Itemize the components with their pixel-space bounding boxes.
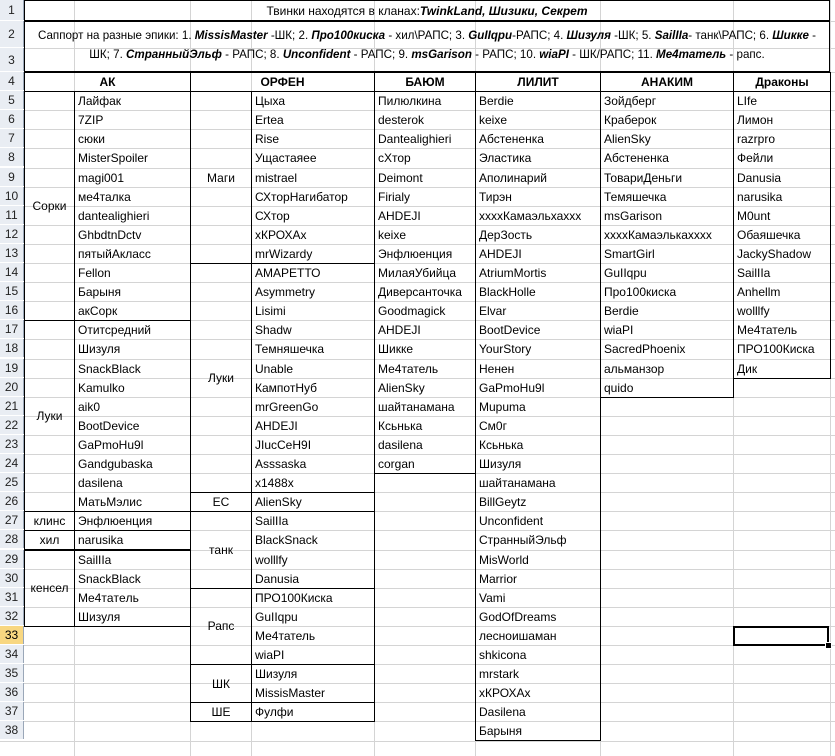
row-header-35[interactable]: 35 [0,664,24,682]
row-header-12[interactable]: 12 [0,225,24,243]
orfen-name[interactable]: АМАРЕТТО [255,266,321,281]
lilit-name[interactable]: BillGeytz [479,495,527,510]
lilit-name[interactable]: keixe [479,113,508,128]
lilit-name[interactable]: СтранныйЭльф [479,533,567,548]
anakim-name[interactable]: ххххКамаэлькаxxxx [604,227,712,242]
orfen-name[interactable]: mistrael [255,170,298,185]
row-header-14[interactable]: 14 [0,263,24,281]
row-header-36[interactable]: 36 [0,683,24,701]
ak-name[interactable]: сюки [78,132,105,147]
orfen-name[interactable]: wolllfy [255,552,288,567]
lilit-name[interactable]: Абстененка [479,132,544,147]
baum-name[interactable]: Диверсанточка [378,285,462,300]
support-name: MissisMaster [194,29,268,42]
lilit-name[interactable]: GaPmoHu9l [479,380,545,395]
orfen-group-2[interactable]: Луки [190,263,252,493]
orfen-name[interactable]: СХторНагибатор [255,189,348,204]
row-header-16[interactable]: 16 [0,301,24,319]
lilit-name[interactable]: Dasilena [479,705,526,720]
ak-group-2[interactable]: Луки [24,320,75,512]
ak-name[interactable]: Fellon [78,266,111,281]
row-header-28[interactable]: 28 [0,530,24,548]
support-text: - РАПС; 9. [350,48,412,61]
orfen-group-4[interactable]: танк [190,511,252,588]
row-header-32[interactable]: 32 [0,607,24,625]
drakony-name[interactable]: narusika [737,189,783,204]
ak-group-1[interactable]: Сорки [24,91,75,321]
orfen-name[interactable]: Ущастаяее [255,151,317,166]
anakim-name[interactable]: ТовариДеньги [604,170,683,185]
ak-name[interactable]: dasilena [78,476,123,491]
fill-handle[interactable] [825,642,832,649]
ak-name[interactable]: Kamulko [78,380,125,395]
support-name: msGarison [411,48,472,61]
drakony-name[interactable]: Дик [737,361,758,376]
support-name: Unconfident [282,48,351,61]
orfen-name[interactable]: Shadw [255,323,292,338]
support-name: Шизуля [566,29,611,42]
orfen-name[interactable]: Ме4татель [255,628,316,643]
row-header-1[interactable]: 1 [0,0,24,20]
ak-name[interactable]: Шизуля [78,342,121,357]
anakim-name[interactable]: Про100киска [604,285,677,300]
row-header-18[interactable]: 18 [0,339,24,357]
ak-group-3[interactable]: клинс [24,511,75,531]
baum-name[interactable]: dasilena [378,437,423,452]
drakony-name[interactable]: Ме4татель [737,323,798,338]
drakony-name[interactable]: razrpro [737,132,776,147]
row-header-34[interactable]: 34 [0,645,24,663]
row-header-22[interactable]: 22 [0,416,24,434]
anakim-name[interactable]: Абстененка [604,151,669,166]
header-baum[interactable]: БАЮМ [374,72,476,92]
orfen-group-6[interactable]: ШК [190,664,252,703]
header-ak[interactable]: АК [24,72,191,92]
drakony-name[interactable]: Обаяшечка [737,227,801,242]
anakim-name[interactable]: Berdie [604,304,639,319]
header-anakim[interactable]: АНАКИМ [600,72,734,92]
baum-name[interactable]: AlienSky [378,380,425,395]
anakim-name[interactable]: Темяшечка [604,189,667,204]
row-header-27[interactable]: 27 [0,511,24,529]
orfen-name[interactable]: Ertea [255,113,284,128]
header-lilit[interactable]: ЛИЛИТ [475,72,601,92]
row-header-37[interactable]: 37 [0,702,24,720]
ak-name[interactable]: Me4тaтeль [78,590,139,605]
ak-name[interactable]: magi001 [78,170,125,185]
gridline-horizontal [0,683,835,684]
orfen-name[interactable]: Фулфи [255,705,294,720]
baum-name[interactable]: Пилюлкина [378,94,442,109]
gridline-horizontal [0,645,835,646]
support-text: - РАПС; 10. [471,48,540,61]
ak-name[interactable]: BootDevice [78,418,140,433]
orfen-name[interactable]: GuIIqpu [255,609,298,624]
row-header-30[interactable]: 30 [0,569,24,587]
row-header-21[interactable]: 21 [0,397,24,415]
row-header-8[interactable]: 8 [0,148,24,166]
ak-name[interactable]: MisterSpoiler [78,151,149,166]
support-text: -РАПС; 4. [512,29,567,42]
drakony-name[interactable]: Anhellm [737,285,781,300]
ak-name[interactable]: dantealighieri [78,208,150,223]
gridline-horizontal [0,21,835,22]
orfen-name[interactable]: ПРО100Киска [255,590,333,605]
ak-name[interactable]: SnackBlack [78,571,141,586]
baum-name[interactable]: corgan [378,457,415,472]
baum-name[interactable]: Ме4татель [378,361,439,376]
gridline-horizontal [0,741,835,742]
lilit-name[interactable]: шайтанамана [479,476,556,491]
ak-name[interactable]: 7ZIP [78,113,104,128]
orfen-group-3[interactable]: ЕС [190,492,252,512]
baum-name[interactable]: Dantealighieri [378,132,452,147]
row-header-7[interactable]: 7 [0,129,24,147]
support-name: SailIIa [654,29,689,42]
lilit-name[interactable]: Аполинарий [479,170,547,185]
baum-name[interactable]: МилаяУбийца [378,266,457,281]
row-header-6[interactable]: 6 [0,110,24,128]
baum-name[interactable]: шайтанамана [378,399,455,414]
title-clans: TwinkLand, Шизики, Секрет [419,3,588,18]
lilit-name[interactable]: AHDEJI [479,246,522,261]
orfen-name[interactable]: Lisimi [255,304,286,319]
title-cell[interactable] [24,0,830,21]
support-text: - хил\РАПС; 3. [385,29,469,42]
ak-name[interactable]: МатьМэлис [78,495,142,510]
ak-name[interactable]: SnackBlack [78,361,141,376]
orfen-name[interactable]: СХтор [255,208,290,223]
support-text: - рапс. [726,48,765,61]
support-name: wiaPI [539,48,569,61]
title-prefix: Твинки находятся в кланах: [266,3,420,18]
lilit-name[interactable]: Барыня [479,724,522,739]
drakony-name[interactable]: LIfe [737,94,758,109]
anakim-name[interactable]: AlienSky [604,132,651,147]
orfen-name[interactable]: Темняшечка [255,342,325,357]
orfen-name[interactable]: mrWizardy [255,246,313,261]
row-header-11[interactable]: 11 [0,206,24,224]
anakim-name[interactable]: SmartGirl [604,246,655,261]
baum-name[interactable]: Шикке [378,342,414,357]
orfen-name[interactable]: Asymmetry [255,285,315,300]
orfen-name[interactable]: хКРОХАх [255,227,307,242]
drakony-name[interactable]: ПРО100Киска [737,342,815,357]
support-text: - ШК/РАПС; 11. [568,48,657,61]
baum-name[interactable]: keixe [378,227,407,242]
row-header-2[interactable]: 2 [0,21,24,47]
drakony-name[interactable]: JackyShadow [737,246,812,261]
baum-name[interactable]: Ксьнька [378,418,423,433]
lilit-name[interactable]: лесноишаман [479,628,557,643]
ak-name[interactable]: Отитсредний [78,323,152,338]
ak-name[interactable]: GaPmoHu9l [78,437,144,452]
orfen-name[interactable]: КампотНуб [255,380,317,395]
row-header-9[interactable]: 9 [0,168,24,186]
anakim-name[interactable]: Зойдберг [604,94,657,109]
lilit-name[interactable]: хКРОХАх [479,686,531,701]
header-orfen[interactable]: ОРФЕН [190,72,375,92]
orfen-name[interactable]: x1488x [255,476,294,491]
support-name: СтранныйЭльф [126,48,222,61]
row-header-15[interactable]: 15 [0,282,24,300]
support-text: - ШК; 7. [89,29,817,61]
baum-name[interactable]: desterok [378,113,425,128]
baum-name[interactable]: AHDEJI [378,323,421,338]
ak-name[interactable]: Барыня [78,285,121,300]
lilit-name[interactable]: Ксьнька [479,437,524,452]
lilit-name[interactable]: AtriumMortis [479,266,547,281]
anakim-name[interactable]: SacredPhoenix [604,342,686,357]
selected-cell[interactable] [733,626,829,646]
ak-name[interactable]: пятыйАкласс [78,246,151,261]
drakony-name[interactable]: Danusia [737,170,782,185]
row-header-19[interactable]: 19 [0,359,24,377]
baum-name[interactable]: AHDEJI [378,208,421,223]
lilit-name[interactable]: Тирэн [479,189,512,204]
support-name: Me4mameль [656,48,727,61]
support-text: Саппорт на разные эпики: 1. [37,29,195,42]
row-header-3[interactable]: 3 [0,48,24,71]
orfen-name[interactable]: SailIIa [255,514,289,529]
ak-name[interactable]: Лайфак [78,94,122,109]
lilit-name[interactable]: Шизуля [479,457,522,472]
orfen-name[interactable]: Danusia [255,571,300,586]
row-header-13[interactable]: 13 [0,244,24,262]
lilit-name[interactable]: BlackHolle [479,285,536,300]
anakim-name[interactable]: Краберок [604,113,657,128]
ak-group-4[interactable]: хил [24,530,75,550]
row-header-4[interactable]: 4 [0,72,24,90]
drakony-name[interactable]: SailIIa [737,266,771,281]
anakim-name[interactable]: msGarison [604,208,663,223]
orfen-name[interactable]: Шизуля [255,667,298,682]
drakony-name[interactable]: wolllfy [737,304,770,319]
anakim-name[interactable]: GuIIqpu [604,266,647,281]
ak-name[interactable]: SailIIa [78,552,112,567]
baum-name[interactable]: Goodmagick [378,304,446,319]
row-header-20[interactable]: 20 [0,378,24,396]
support-text: - РАПС; 8. [221,48,283,61]
lilit-name[interactable]: Elvar [479,304,507,319]
row-header-24[interactable]: 24 [0,454,24,472]
lilit-name[interactable]: GodOfDreams [479,609,557,624]
lilit-name[interactable]: Ненен [479,361,515,376]
orfen-group-5[interactable]: Рапс [190,588,252,665]
support-name: GuIIqpu [468,29,513,42]
orfen-name[interactable]: Цыха [255,94,286,109]
gridline-horizontal [0,721,835,722]
orfen-name[interactable]: wiaPI [255,648,285,663]
orfen-name[interactable]: mrGreenGo [255,399,319,414]
orfen-name[interactable]: MissisMaster [255,686,326,701]
lilit-name[interactable]: Marrior [479,571,517,586]
anakim-name[interactable]: quido [604,380,634,395]
row-header-38[interactable]: 38 [0,721,24,739]
drakony-name[interactable]: Фейли [737,151,774,166]
lilit-name[interactable]: Mupuma [479,399,526,414]
lilit-name[interactable]: MisWorld [479,552,529,567]
orfen-name[interactable]: Asssaska [255,457,307,472]
row-header-10[interactable]: 10 [0,187,24,205]
anakim-name[interactable]: альманзор [604,361,665,376]
support-text: - танк\РАПС; 6. [688,29,773,42]
orfen-name[interactable]: BlackSnack [255,533,318,548]
row-header-29[interactable]: 29 [0,550,24,568]
support-cell[interactable] [28,26,826,70]
lilit-name[interactable]: Эластика [479,151,532,166]
support-text: -ШК; 5. [610,29,655,42]
baum-name[interactable]: сХтор [378,151,411,166]
lilit-name[interactable]: Berdie [479,94,514,109]
baum-name[interactable]: Deimont [378,170,423,185]
gridline-horizontal [0,702,835,703]
orfen-name[interactable]: JIucCeH9I [255,437,312,452]
row-header-33[interactable]: 33 [0,626,24,644]
lilit-name[interactable]: YourStory [479,342,532,357]
orfen-group-7[interactable]: ШЕ [190,702,252,722]
lilit-name[interactable]: Vami [479,590,506,605]
row-header-25[interactable]: 25 [0,473,24,491]
gridline-horizontal [0,664,835,665]
gridline-horizontal [0,626,835,627]
row-header-17[interactable]: 17 [0,320,24,338]
support-name: Про100киска [311,29,386,42]
ak-name[interactable]: акСорк [78,304,118,319]
ak-name[interactable]: Энфлюенция [78,514,153,529]
lilit-name[interactable]: mrstark [479,667,519,682]
lilit-name[interactable]: Cм0г [479,418,507,433]
ak-name[interactable]: GhbdtnDctv [78,227,142,242]
baum-name[interactable]: Firialy [378,189,410,204]
drakony-name[interactable]: Лимон [737,113,774,128]
lilit-name[interactable]: ххххКамаэльхаххх [479,208,582,223]
lilit-name[interactable]: Unconfident [479,514,544,529]
row-header-5[interactable]: 5 [0,91,24,109]
anakim-name[interactable]: wiaPI [604,323,634,338]
ak-name[interactable]: aik0 [78,399,101,414]
ak-group-5[interactable]: кенсел [24,550,75,627]
support-text: -ШК; 2. [267,29,312,42]
row-header-31[interactable]: 31 [0,588,24,606]
ak-name[interactable]: narusika [78,533,124,548]
orfen-name[interactable]: Unable [255,361,294,376]
orfen-name[interactable]: Rise [255,132,280,147]
ak-name[interactable]: Gandgubaska [78,457,153,472]
row-header-23[interactable]: 23 [0,435,24,453]
baum-name[interactable]: Энфлюенция [378,246,453,261]
lilit-name[interactable]: shkicona [479,648,527,663]
row-header-26[interactable]: 26 [0,492,24,510]
support-name: Шикке [772,29,809,42]
orfen-name[interactable]: AlienSky [255,495,302,510]
drakony-name[interactable]: M0unt [737,208,771,223]
orfen-group-1[interactable]: Маги [190,91,252,264]
ak-name[interactable]: ме4талка [78,189,131,204]
orfen-name[interactable]: AHDEJI [255,418,298,433]
header-drakony[interactable]: Драконы [733,72,831,92]
lilit-name[interactable]: ДерЗость [479,227,533,242]
lilit-name[interactable]: BootDevice [479,323,541,338]
ak-name[interactable]: Шизуля [78,609,121,624]
